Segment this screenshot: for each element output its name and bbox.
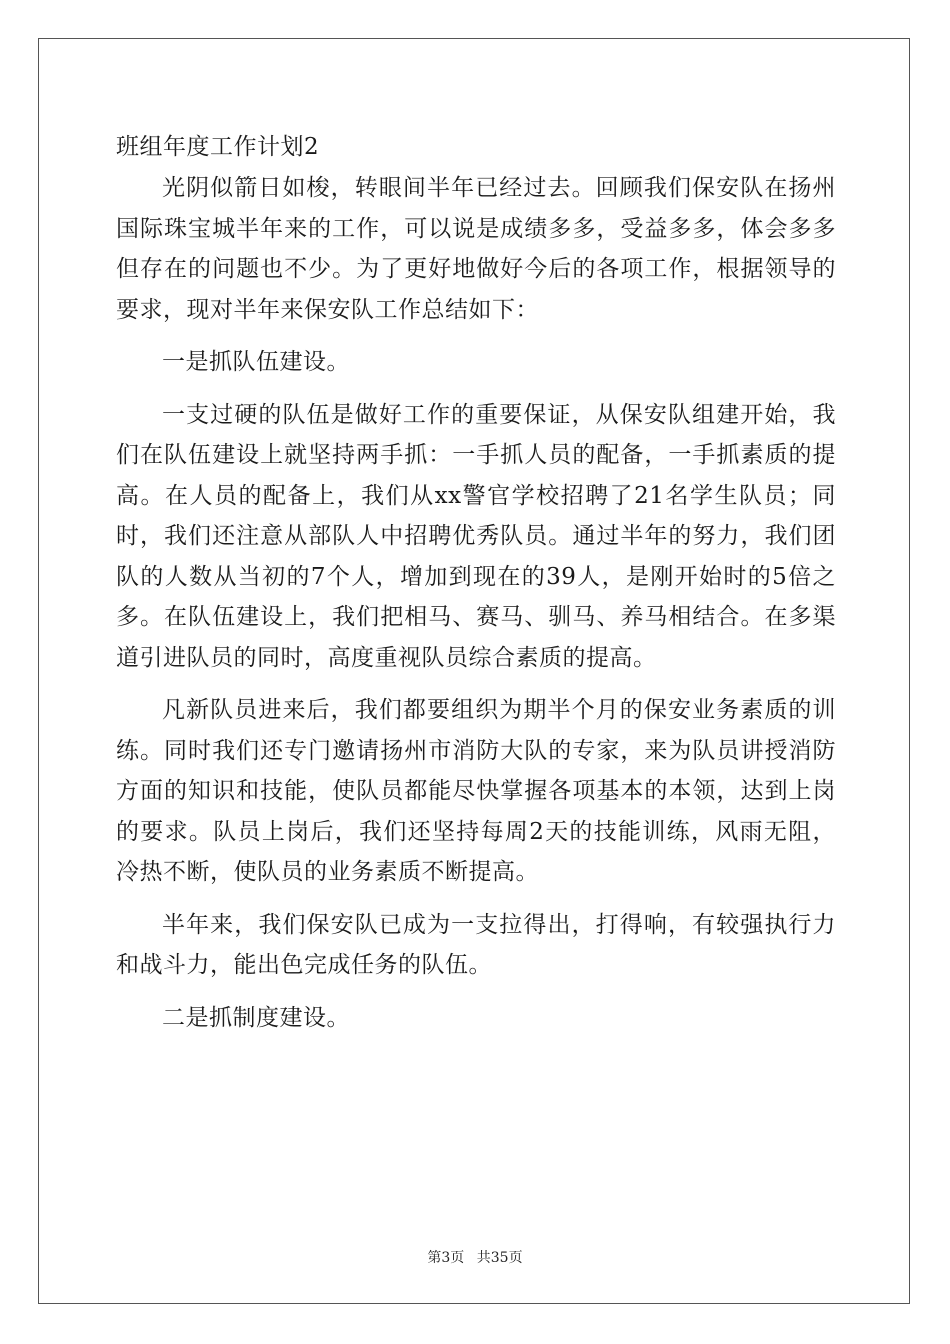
paragraph-heading-system-building: 二是抓制度建设。 <box>162 1004 350 1031</box>
page-footer <box>0 1247 950 1267</box>
paragraph-intro: 光阴似箭日如梭，转眼间半年已经过去。回顾我们保安队在扬州国际珠宝城半年来的工作，可以说是成绩多多，受益多多，体会多多但存在的问题也不少。为了更好地做好今后的各项工作，根据领导的要求，现对半年来保安队工作总结如下： <box>116 175 836 323</box>
paragraph-heading-team-building: 一是抓队伍建设。 <box>162 349 350 375</box>
paragraph-team-building: 一支过硬的队伍是做好工作的重要保证，从保安队组建开始，我们在队伍建设上就坚持两手抓：一手抓人员的配备，一手抓素质的提高。在人员的配备上，我们从xx警官学校招聘了21名学生队员；同时，我们还注意从部队人中招聘优秀队员。通过半年的努力，我们团队的人数从当初的7个人，增加到现在的39人，是刚开始时的5倍之多。在队伍建设上，我们把相马、赛马、驯马、养马相结合。在多渠道引进队员的同时，高度重视队员综合素质的提高。 <box>116 401 836 671</box>
document-title: 班组年度工作计划2 <box>116 134 320 160</box>
paragraph-summary: 半年来，我们保安队已成为一支拉得出，打得响，有较强执行力和战斗力，能出色完成任务的队伍。 <box>116 911 836 978</box>
page-total: 共35页 <box>476 1250 523 1266</box>
page-number: 第3页 <box>427 1250 465 1266</box>
paragraph-training: 凡新队员进来后，我们都要组织为期半个月的保安业务素质的训练。同时我们还专门邀请扬州市消防大队的专家，来为队员讲授消防方面的知识和技能，使队员都能尽快掌握各项基本的本领，达到上岗的要求。队员上岗后，我们还坚持每周2天的技能训练，风雨无阻，冷热不断，使队员的业务素质不断提高。 <box>116 697 836 885</box>
document-body <box>116 127 836 1050</box>
